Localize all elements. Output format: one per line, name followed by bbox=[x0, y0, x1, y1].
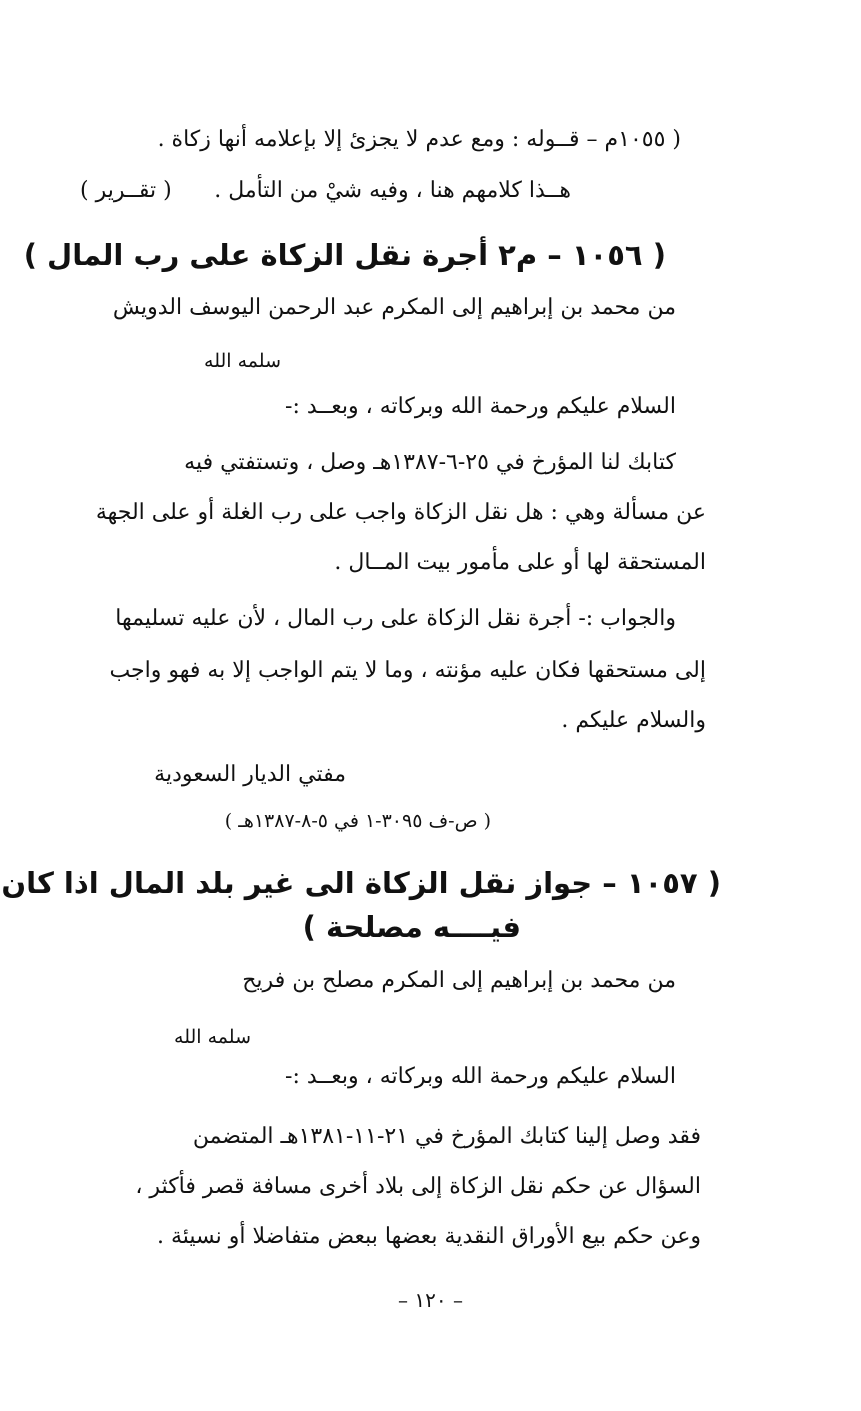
fatwa-1055-line-1: ( ١٠٥٥م – قــوله : ومع عدم لا يجزئ إلا بإعلامه أنها زكاة . bbox=[157, 127, 681, 152]
letter-2-from: من محمد بن إبراهيم إلى المكرم مصلح بن فريح bbox=[242, 968, 676, 993]
fatwa-1055-line-2: هــذا كلامهم هنا ، وفيه شيْ من التأمل . bbox=[214, 178, 571, 203]
letter-1-para-1-line-3: المستحقة لها أو على مأمور بيت المــال . bbox=[334, 550, 706, 575]
source-label-taqrir: ( تقــرير ) bbox=[80, 178, 172, 203]
section-heading-1056: ( ١٠٥٦ – م٢ أجرة نقل الزكاة على رب المال ) bbox=[23, 238, 666, 272]
letter-1-salma: سلمه الله bbox=[204, 350, 281, 372]
letter-1-reference: ( ص-ف ٣٠٩٥-١ في ٥-٨-١٣٨٧هـ ) bbox=[224, 810, 491, 832]
letter-1-signature: مفتي الديار السعودية bbox=[154, 762, 346, 787]
letter-1-answer-line-1: والجواب :- أجرة نقل الزكاة على رب المال ، لأن عليه تسليمها bbox=[115, 606, 676, 631]
letter-1-para-1-line-1: كتابك لنا المؤرخ في ٢٥-٦-١٣٨٧هـ وصل ، وتستفتي فيه bbox=[184, 450, 676, 475]
letter-2-salutation: السلام عليكم ورحمة الله وبركاته ، وبعــد :- bbox=[285, 1064, 676, 1089]
letter-2-para-1-line-1: فقد وصل إلينا كتابك المؤرخ في ٢١-١١-١٣٨١هـ المتضمن bbox=[192, 1124, 701, 1149]
letter-1-answer-line-3: والسلام عليكم . bbox=[561, 708, 706, 733]
letter-1-para-1-line-2: عن مسألة وهي : هل نقل الزكاة واجب على رب الغلة أو على الجهة bbox=[95, 500, 706, 525]
page-number: – ١٢٠ – bbox=[398, 1288, 463, 1312]
letter-1-salutation: السلام عليكم ورحمة الله وبركاته ، وبعــد :- bbox=[285, 394, 676, 419]
letter-1-answer-line-2: إلى مستحقها فكان عليه مؤنته ، وما لا يتم الواجب إلا به فهو واجب bbox=[109, 658, 706, 683]
section-heading-1057-line-2: فيــــه مصلحة ) bbox=[302, 910, 521, 944]
section-heading-1057-line-1: ( ١٠٥٧ – جواز نقل الزكاة الى غير بلد المال اذا كان bbox=[1, 866, 721, 900]
letter-2-para-1-line-3: وعن حكم بيع الأوراق النقدية بعضها ببعض متفاضلا أو نسيئة . bbox=[156, 1224, 701, 1249]
letter-1-from: من محمد بن إبراهيم إلى المكرم عبد الرحمن اليوسف الدويش bbox=[112, 295, 676, 320]
letter-2-para-1-line-2: السؤال عن حكم نقل الزكاة إلى بلاد أخرى مسافة قصر فأكثر ، bbox=[135, 1174, 701, 1199]
letter-2-salma: سلمه الله bbox=[174, 1026, 251, 1048]
